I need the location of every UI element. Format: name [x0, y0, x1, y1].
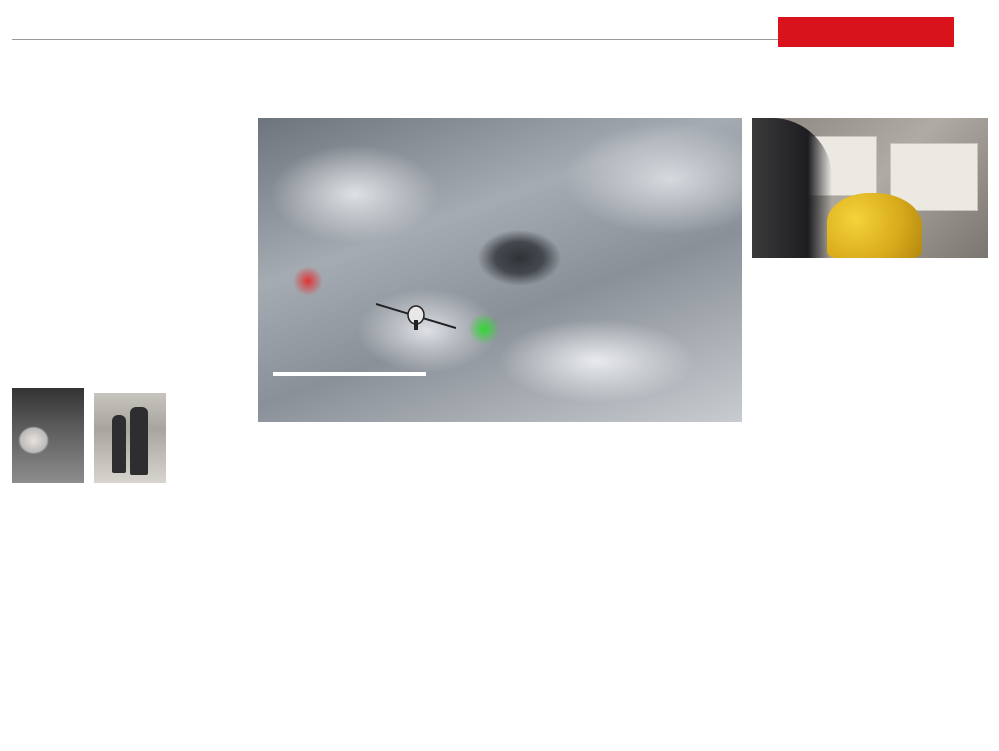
- photo-memorial-plaques: [752, 118, 988, 258]
- body-column-2-top: [68, 195, 128, 215]
- brand-banner: [778, 17, 954, 47]
- body-column-4: [258, 425, 334, 517]
- photo-remy-and-eric: [94, 393, 166, 483]
- child-figure: [130, 407, 148, 475]
- body-column-1: [12, 195, 64, 385]
- body-column-3: [196, 195, 254, 485]
- cloud-photo-caption: [273, 372, 426, 376]
- airplane-icon: [376, 300, 456, 330]
- header-rule: [12, 39, 912, 40]
- wing-light-red: [293, 266, 323, 296]
- yellow-flowers: [827, 193, 922, 258]
- child-figure: [112, 415, 126, 473]
- photo-clouds-paglia-orba: [258, 118, 742, 422]
- photo-gilbert-and-son: [12, 388, 84, 483]
- body-column-2b: [68, 320, 126, 385]
- wing-light-green: [468, 313, 500, 345]
- body-column-2: [132, 320, 190, 385]
